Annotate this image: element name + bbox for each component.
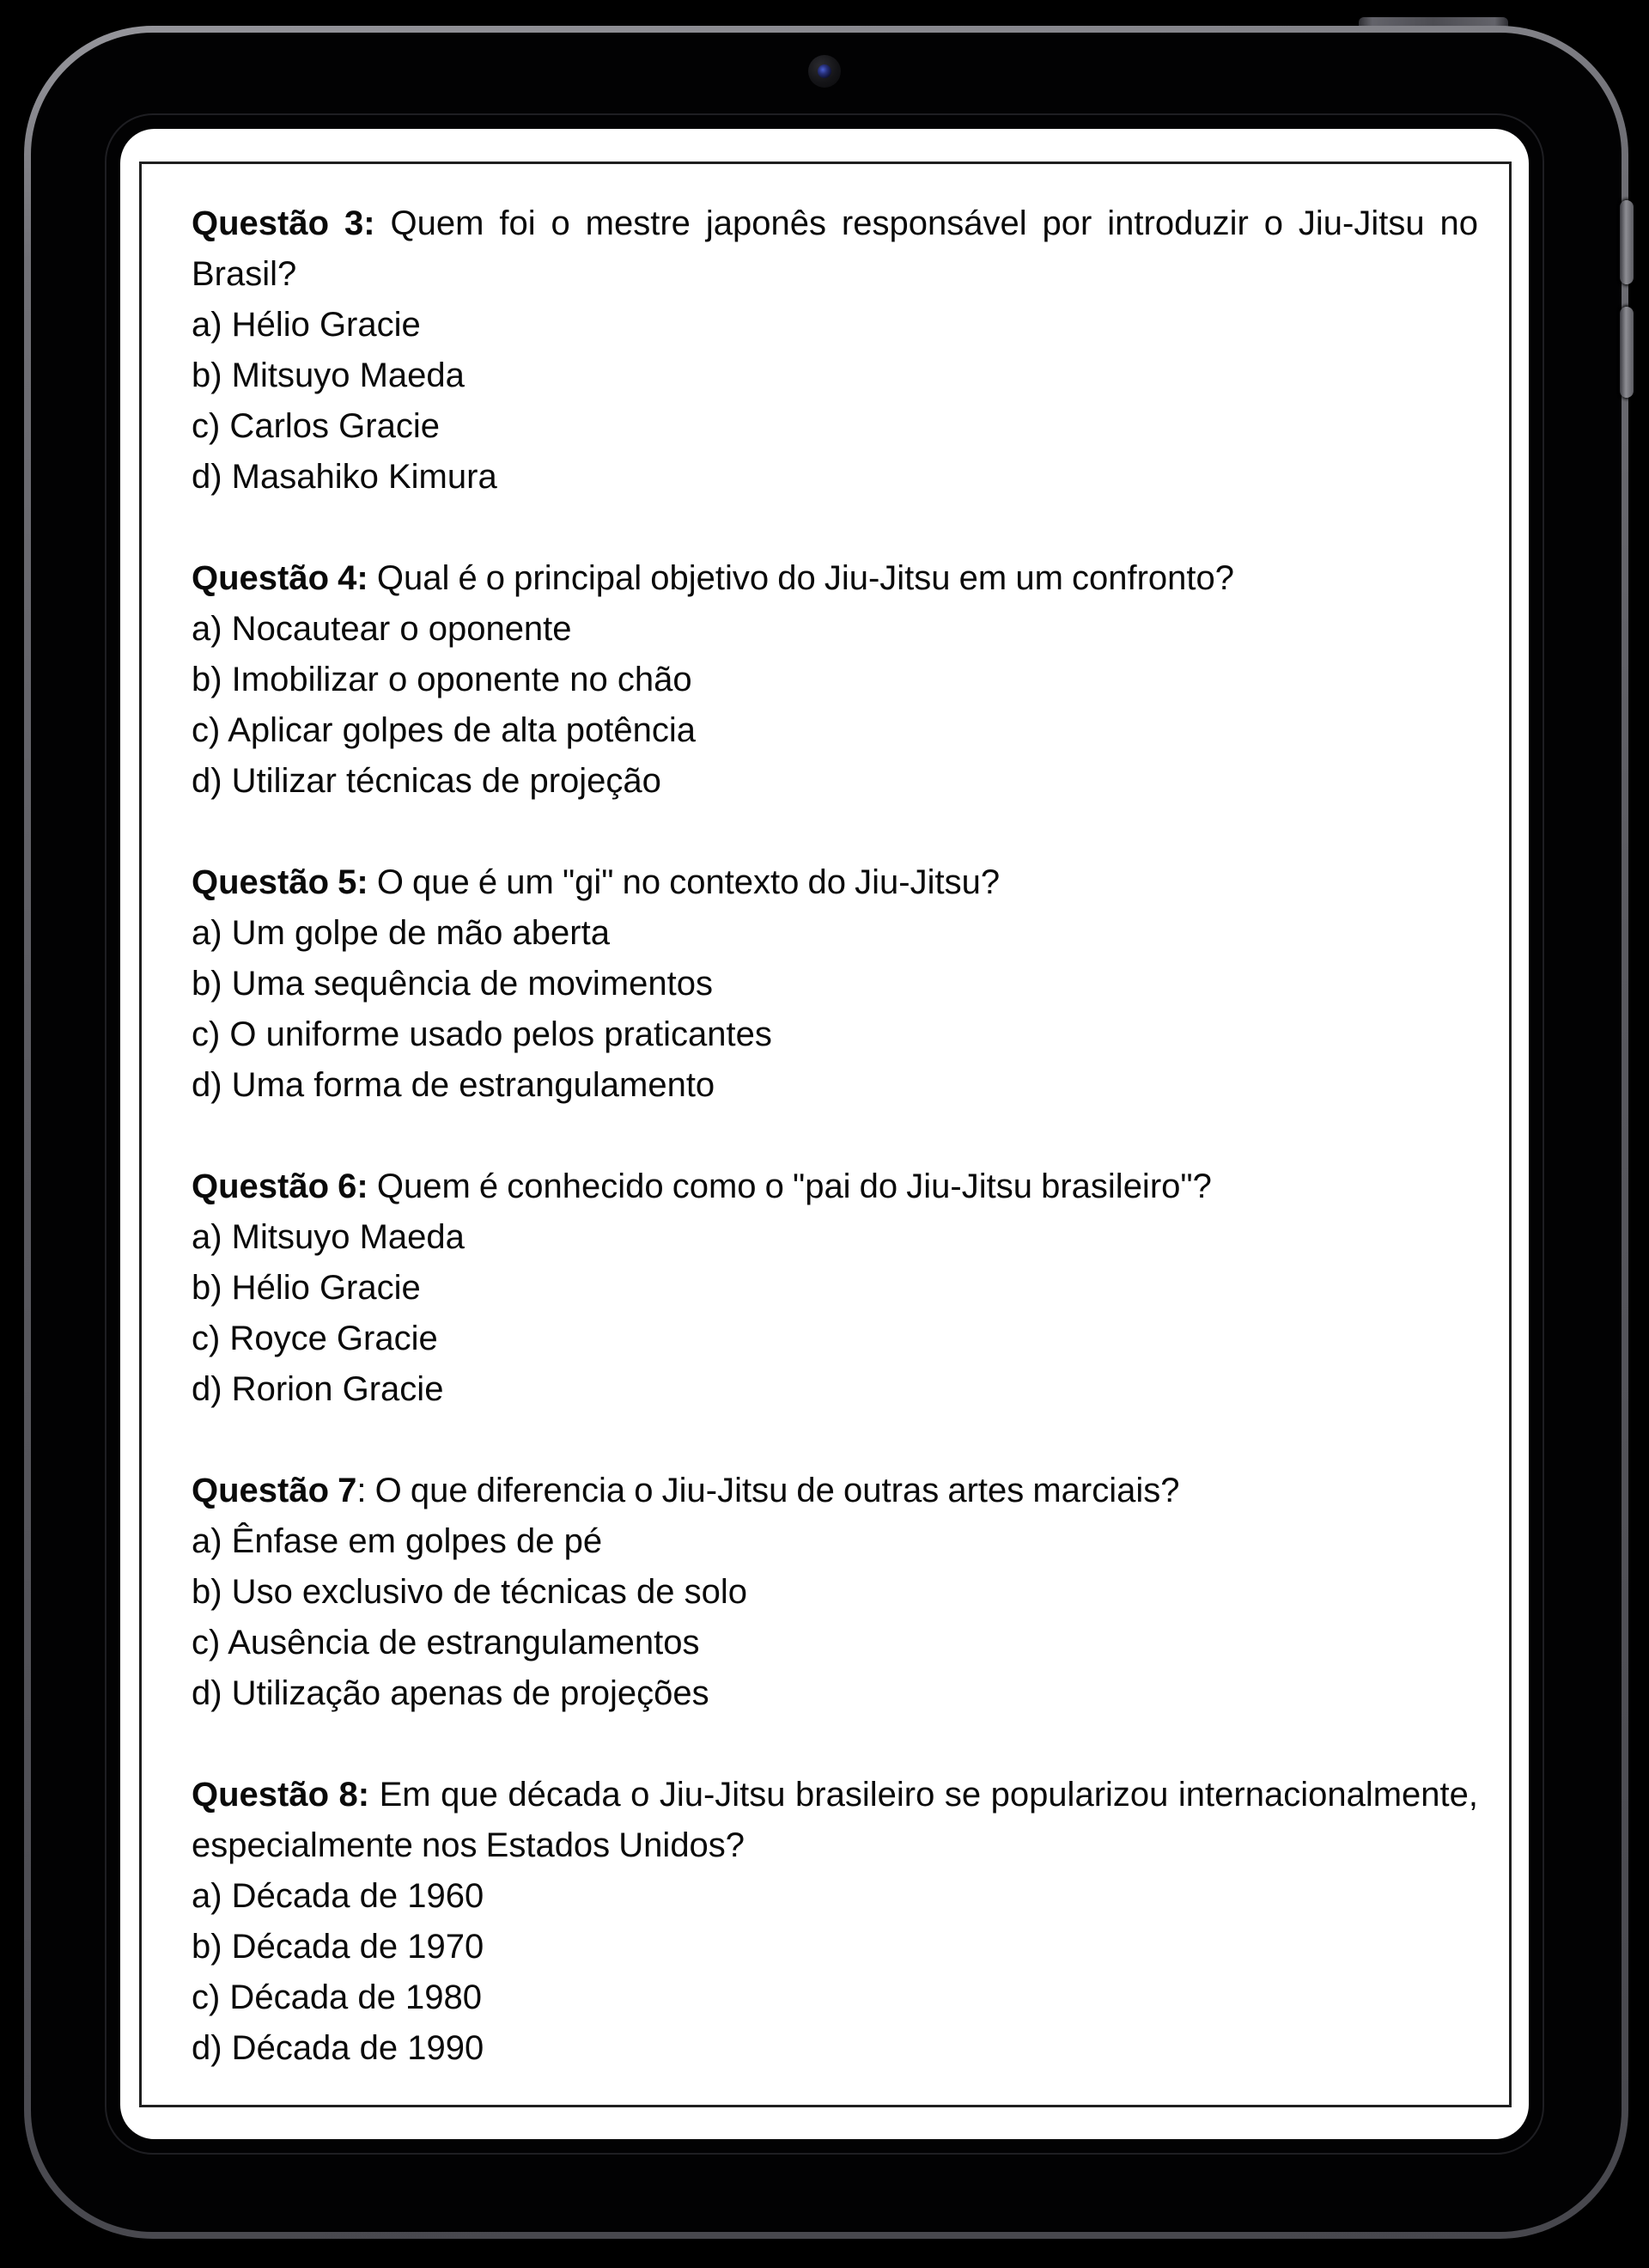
answer-option: c) Aplicar golpes de alta potência bbox=[192, 711, 697, 749]
answer-option: a) Nocautear o oponente bbox=[192, 610, 572, 648]
answer-option: c) Década de 1980 bbox=[192, 1978, 483, 2016]
tablet-screen bbox=[120, 129, 1529, 2139]
question-title bbox=[192, 1466, 1478, 1516]
question-label: Questão 5: bbox=[192, 863, 368, 901]
answer-option: d) Rorion Gracie bbox=[192, 1370, 444, 1408]
question-title bbox=[192, 198, 1478, 300]
question-block-3 bbox=[192, 198, 1478, 503]
answer-option: c) O uniforme usado pelos praticantes bbox=[192, 1015, 772, 1053]
document-page bbox=[139, 162, 1512, 2107]
answer-option: b) Uso exclusivo de técnicas de solo bbox=[192, 1573, 747, 1611]
answer-option: a) Um golpe de mão aberta bbox=[192, 914, 610, 952]
camera-lens-icon bbox=[818, 64, 831, 78]
answer-option: d) Década de 1990 bbox=[192, 2029, 484, 2067]
answer-option: d) Masahiko Kimura bbox=[192, 458, 497, 496]
volume-down-button[interactable] bbox=[1620, 307, 1634, 398]
question-block-8 bbox=[192, 1770, 1478, 2074]
answer-option: a) Década de 1960 bbox=[192, 1877, 484, 1915]
answer-option: a) Hélio Gracie bbox=[192, 306, 421, 344]
answer-option: d) Utilização apenas de projeções bbox=[192, 1674, 709, 1712]
answer-option: c) Royce Gracie bbox=[192, 1320, 438, 1357]
question-title bbox=[192, 857, 1478, 908]
question-text: O que é um "gi" no contexto do Jiu-Jitsu? bbox=[368, 863, 1001, 901]
answer-option: b) Mitsuyo Maeda bbox=[192, 357, 465, 394]
question-block-5 bbox=[192, 857, 1478, 1111]
question-block-7 bbox=[192, 1466, 1478, 1719]
question-label: Questão 4: bbox=[192, 559, 368, 597]
answer-option: d) Utilizar técnicas de projeção bbox=[192, 762, 661, 800]
answer-option: a) Ênfase em golpes de pé bbox=[192, 1522, 603, 1560]
answer-option: b) Década de 1970 bbox=[192, 1928, 484, 1966]
answer-option: b) Uma sequência de movimentos bbox=[192, 965, 713, 1003]
question-block-4 bbox=[192, 553, 1478, 807]
question-label: Questão 6: bbox=[192, 1168, 368, 1205]
question-text: Qual é o principal objetivo do Jiu-Jitsu em um confronto? bbox=[368, 559, 1235, 597]
question-text: : O que diferencia o Jiu-Jitsu de outras artes marciais? bbox=[356, 1472, 1180, 1509]
answer-option: b) Imobilizar o oponente no chão bbox=[192, 661, 692, 698]
volume-up-button[interactable] bbox=[1620, 200, 1634, 284]
quiz-content bbox=[142, 164, 1509, 2105]
front-camera-icon bbox=[808, 55, 841, 88]
question-title bbox=[192, 1770, 1478, 1871]
question-text: Quem é conhecido como o "pai do Jiu-Jitsu brasileiro"? bbox=[368, 1168, 1212, 1205]
answer-option: c) Carlos Gracie bbox=[192, 407, 440, 445]
question-title bbox=[192, 1161, 1478, 1212]
question-text: Em que década o Jiu-Jitsu brasileiro se popularizou internacionalmente, especialmente nos Estados Unidos? bbox=[192, 1776, 1478, 1864]
question-label: Questão 8: bbox=[192, 1776, 370, 1814]
answer-option: c) Ausência de estrangulamentos bbox=[192, 1624, 700, 1661]
question-block-6 bbox=[192, 1161, 1478, 1415]
question-text: Quem foi o mestre japonês responsável por introduzir o Jiu-Jitsu no Brasil? bbox=[192, 204, 1478, 293]
question-label: Questão 3: bbox=[192, 204, 375, 242]
question-title bbox=[192, 553, 1478, 604]
question-label: Questão 7 bbox=[192, 1472, 357, 1509]
answer-option: d) Uma forma de estrangulamento bbox=[192, 1066, 715, 1104]
answer-option: b) Hélio Gracie bbox=[192, 1269, 421, 1307]
answer-option: a) Mitsuyo Maeda bbox=[192, 1218, 465, 1256]
